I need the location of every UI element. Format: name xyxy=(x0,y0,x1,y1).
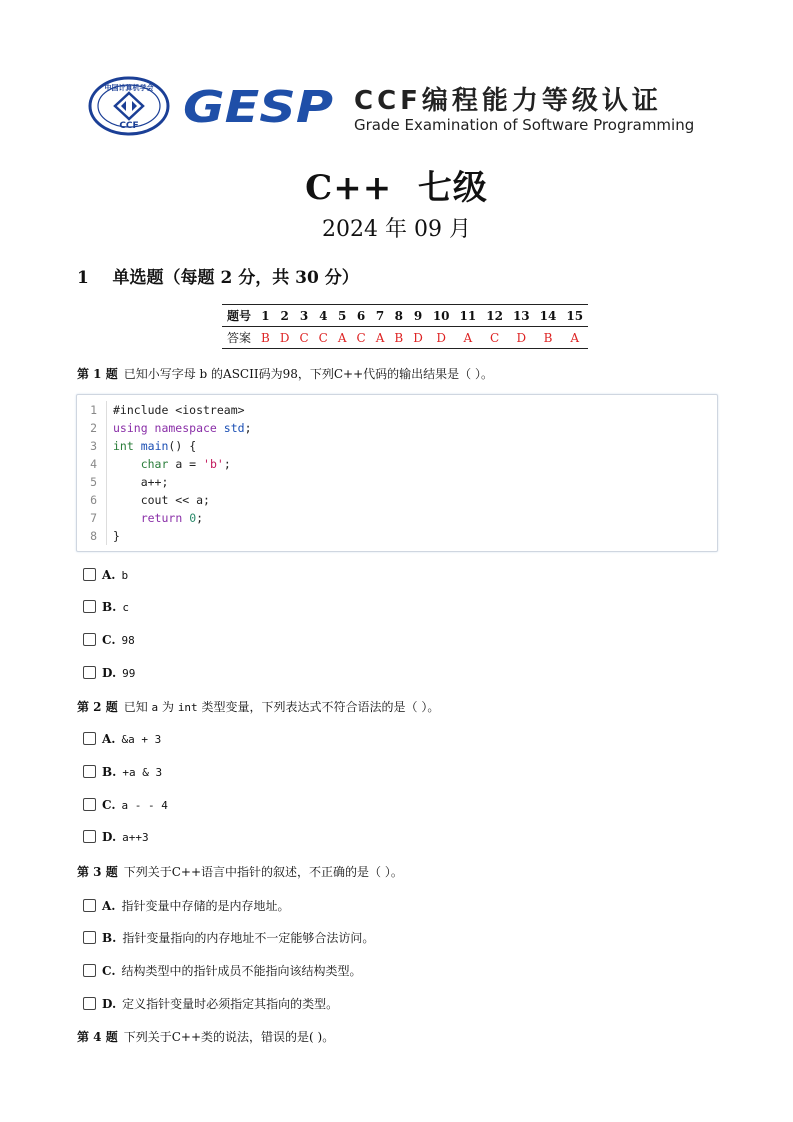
answer-table xyxy=(222,304,588,349)
code-text xyxy=(113,527,120,545)
answer-cell: D xyxy=(275,327,295,349)
answer-cell: A xyxy=(371,327,390,349)
code-text xyxy=(113,401,245,419)
checkbox-icon[interactable] xyxy=(83,600,96,613)
option-text: 指针变量中存储的是内存地址。 xyxy=(121,899,290,913)
code-line xyxy=(77,473,717,491)
line-number: 6 xyxy=(90,493,97,507)
code-token: a++; xyxy=(113,475,169,489)
line-number: 1 xyxy=(90,403,97,417)
option-letter: B. xyxy=(102,765,117,779)
q3-option-c[interactable] xyxy=(83,962,362,979)
answer-cell: C xyxy=(314,327,333,349)
question-number: 10 xyxy=(428,305,455,327)
answer-cell: C xyxy=(294,327,313,349)
checkbox-icon[interactable] xyxy=(83,666,96,679)
answer-cell: D xyxy=(408,327,428,349)
code-token: ; xyxy=(223,457,231,471)
checkbox-icon[interactable] xyxy=(83,899,96,912)
section-number: 1 xyxy=(77,268,89,288)
code-token: int xyxy=(113,439,134,453)
code-token: #include <iostream> xyxy=(113,403,245,417)
question-number: 7 xyxy=(371,305,390,327)
question-number: 3 xyxy=(294,305,313,327)
option-text: 98 xyxy=(121,634,135,647)
q1-option-c[interactable] xyxy=(83,633,135,647)
svg-text:GESP: GESP xyxy=(183,82,333,133)
question-4-stem xyxy=(77,1028,334,1045)
question-4-label: 第 4 题 xyxy=(77,1030,118,1044)
code-line xyxy=(77,455,717,473)
q1-option-a[interactable] xyxy=(83,568,128,582)
code-token: ; xyxy=(244,421,252,435)
option-text: c xyxy=(122,601,129,614)
section-heading xyxy=(77,263,359,288)
answer-table-answer-row xyxy=(222,327,588,349)
q3-option-a[interactable] xyxy=(83,897,290,914)
answer-cell: B xyxy=(535,327,562,349)
answer-cell: A xyxy=(561,327,588,349)
question-number: 5 xyxy=(333,305,352,327)
answer-cell: D xyxy=(508,327,535,349)
code-text xyxy=(113,437,196,455)
option-letter: A. xyxy=(102,732,116,746)
code-block xyxy=(76,394,718,552)
option-text: 指针变量指向的内存地址不一定能够合法访问。 xyxy=(122,931,375,945)
answer-table-header-row xyxy=(222,305,588,327)
question-2-variable: a xyxy=(151,701,159,714)
question-number: 8 xyxy=(389,305,408,327)
code-line xyxy=(77,401,717,419)
code-text xyxy=(113,509,203,527)
question-number: 6 xyxy=(352,305,371,327)
code-line xyxy=(77,491,717,509)
answer-cell: B xyxy=(256,327,275,349)
answer-label: 答案 xyxy=(222,327,256,349)
q1-option-b[interactable] xyxy=(83,600,129,614)
code-token: return xyxy=(140,511,183,525)
option-text: a++3 xyxy=(122,831,149,844)
question-1-label: 第 1 题 xyxy=(77,367,118,381)
code-line xyxy=(77,509,717,527)
q2-option-c[interactable] xyxy=(83,798,168,812)
document-date: 2024 年 09 月 xyxy=(322,217,471,242)
question-number: 4 xyxy=(314,305,333,327)
code-token xyxy=(113,457,141,471)
line-number: 8 xyxy=(90,529,97,543)
answer-cell: B xyxy=(389,327,408,349)
question-2-label: 第 2 题 xyxy=(77,700,118,714)
question-number: 15 xyxy=(561,305,588,327)
question-number: 14 xyxy=(535,305,562,327)
checkbox-icon[interactable] xyxy=(83,798,96,811)
code-token xyxy=(134,439,141,453)
line-number: 5 xyxy=(90,475,97,489)
line-number: 3 xyxy=(90,439,97,453)
question-3-text: 下列关于C++语言中指针的叙述，不正确的是（ ）。 xyxy=(123,865,403,879)
option-letter: C. xyxy=(102,798,116,812)
checkbox-icon[interactable] xyxy=(83,765,96,778)
q3-option-d[interactable] xyxy=(83,995,338,1012)
header xyxy=(88,76,708,138)
answer-cell: A xyxy=(333,327,352,349)
svg-text:CCF: CCF xyxy=(119,121,139,131)
option-text: &a + 3 xyxy=(121,733,162,746)
q2-option-d[interactable] xyxy=(83,830,149,844)
option-letter: B. xyxy=(102,931,117,945)
ccf-seal-logo xyxy=(88,76,170,136)
option-text: a - - 4 xyxy=(121,799,168,812)
q1-option-d[interactable] xyxy=(83,666,135,680)
document-title: C++ 七级 xyxy=(305,168,488,208)
code-token: main xyxy=(140,439,169,453)
code-token: a = xyxy=(168,457,204,471)
question-2-type: int xyxy=(177,701,198,714)
code-token: using namespace xyxy=(113,421,217,435)
q2-option-b[interactable] xyxy=(83,765,162,779)
question-number: 2 xyxy=(275,305,295,327)
q2-option-a[interactable] xyxy=(83,732,161,746)
question-3-stem xyxy=(77,863,403,880)
code-token: 'b' xyxy=(203,457,224,471)
checkbox-icon[interactable] xyxy=(83,964,96,977)
question-2-text: 类型变量，下列表达式不符合语法的是（ ）。 xyxy=(197,700,440,714)
line-number: 4 xyxy=(90,457,97,471)
option-text: 定义指针变量时必须指定其指向的类型。 xyxy=(122,997,339,1011)
svg-text:中国计算机学会: 中国计算机学会 xyxy=(104,84,154,92)
code-line xyxy=(77,437,717,455)
option-text: 99 xyxy=(122,667,136,680)
question-2-text: 已知 xyxy=(123,700,152,714)
question-2-stem xyxy=(77,698,439,715)
checkbox-icon[interactable] xyxy=(83,931,96,944)
question-number: 1 xyxy=(256,305,275,327)
option-letter: D. xyxy=(102,666,117,680)
line-number: 7 xyxy=(90,511,97,525)
option-text: +a & 3 xyxy=(122,766,163,779)
code-token: std xyxy=(223,421,245,435)
answer-cell: A xyxy=(455,327,482,349)
code-line xyxy=(77,419,717,437)
question-number: 11 xyxy=(455,305,482,327)
section-title: 单选题（每题 2 分，共 30 分） xyxy=(112,268,359,288)
question-number: 13 xyxy=(508,305,535,327)
option-letter: A. xyxy=(102,899,116,913)
question-4-text: 下列关于C++类的说法，错误的是( )。 xyxy=(123,1030,335,1044)
answer-cell: C xyxy=(481,327,508,349)
question-number: 12 xyxy=(481,305,508,327)
option-letter: D. xyxy=(102,830,117,844)
code-text xyxy=(113,419,252,437)
answer-cell: C xyxy=(352,327,371,349)
option-letter: A. xyxy=(102,568,116,582)
brand-title: CCF编程能力等级认证 xyxy=(354,86,662,116)
q3-option-b[interactable] xyxy=(83,929,374,946)
option-letter: B. xyxy=(102,600,117,614)
code-token: char xyxy=(140,457,169,471)
question-number: 9 xyxy=(408,305,428,327)
question-2-text: 为 xyxy=(158,700,178,714)
answer-cell: D xyxy=(428,327,455,349)
code-token: 0 xyxy=(189,511,197,525)
checkbox-icon[interactable] xyxy=(83,732,96,745)
brand-subtitle: Grade Examination of Software Programming xyxy=(354,116,695,134)
question-1-stem xyxy=(77,365,493,382)
code-text xyxy=(113,473,168,491)
checkbox-icon[interactable] xyxy=(83,997,96,1010)
option-letter: C. xyxy=(102,964,116,978)
code-text xyxy=(113,491,210,509)
checkbox-icon[interactable] xyxy=(83,830,96,843)
code-text xyxy=(113,455,231,473)
question-number-label: 题号 xyxy=(222,305,256,327)
code-token: ; xyxy=(196,511,204,525)
code-token: cout << a; xyxy=(113,493,210,507)
code-line xyxy=(77,527,717,545)
option-text: 结构类型中的指针成员不能指向该结构类型。 xyxy=(121,964,362,978)
question-3-label: 第 3 题 xyxy=(77,865,118,879)
code-token xyxy=(113,511,141,525)
code-token: () { xyxy=(168,439,197,453)
question-1-text: 已知小写字母 b 的ASCII码为98，下列C++代码的输出结果是（ ）。 xyxy=(123,367,493,381)
code-token: } xyxy=(113,529,120,543)
checkbox-icon[interactable] xyxy=(83,568,96,581)
option-letter: C. xyxy=(102,633,116,647)
line-number: 2 xyxy=(90,421,97,435)
checkbox-icon[interactable] xyxy=(83,633,96,646)
option-letter: D. xyxy=(102,997,117,1011)
code-token xyxy=(217,421,224,435)
option-text: b xyxy=(121,569,129,582)
